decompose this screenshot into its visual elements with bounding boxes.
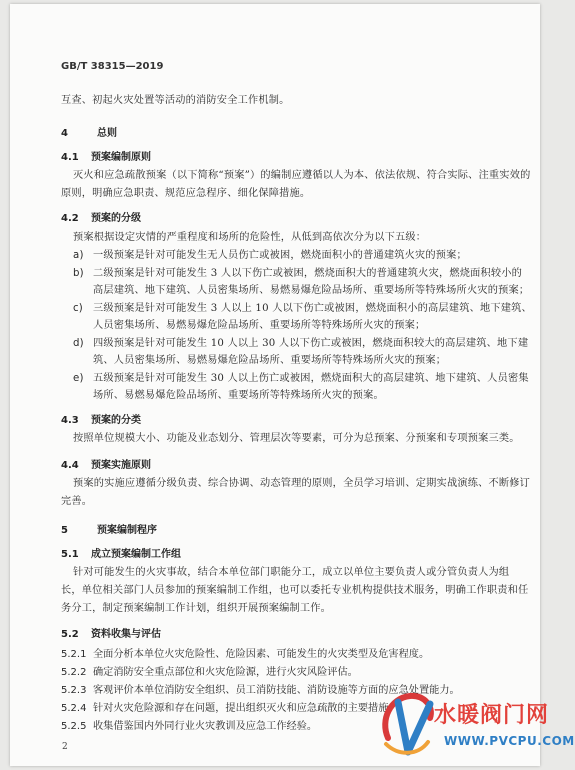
clause-text: 客观评价本单位消防安全组织、员工消防技能、消防设施等方面的应急处置能力。 [93,685,460,696]
paragraph-line: 互查、初起火灾处置等活动的消防安全工作机制。 [61,95,290,106]
section-title: 预案的分级 [91,213,141,224]
clause-number: 5.2.1 [61,649,87,660]
list-marker: b) [73,268,84,279]
section-4-1-heading [61,148,151,163]
section-5-1-heading [61,545,181,560]
clause-text: 针对火灾危险源和存在问题，提出组织灭火和应急疏散的主要措施。 [93,703,399,714]
paragraph-line: 务分工，制定预案编制工作计划，组织开展预案编制工作。 [61,603,332,614]
list-continuation: 人员密集场所、易燃易爆危险品场所、重要场所等特殊场所火灾的预案； [93,320,426,331]
section-title: 预案编制原则 [91,152,151,163]
watermark-url: WWW.PVCPU.COM [444,734,575,748]
section-number: 4 [61,128,68,139]
section-number: 4.2 [61,213,79,224]
clause-number: 5.2.2 [61,667,87,678]
page-number: 2 [62,742,68,752]
section-number: 5.2 [61,629,79,640]
list-item-e [73,372,529,386]
list-continuation: 筑、人员密集场所、易燃易爆危险品场所、重要场所等特殊场所火灾的预案； [93,355,447,366]
standard-header: GB/T 38315—2019 [61,61,164,72]
section-4-2-heading [61,209,141,224]
paragraph-line: 完善。 [61,496,93,507]
site-watermark [378,690,575,768]
paragraph-line: 长，单位相关部门人员参加的预案编制工作组，也可以委托专业机构提供技术服务，明确工作职责和任 [61,585,529,596]
list-item-d [73,337,528,351]
list-text: 一级预案是针对可能发生无人员伤亡或被困，燃烧面积小的普通建筑火灾的预案； [93,250,467,261]
section-4-heading [61,124,117,139]
section-number: 5 [61,525,68,536]
paragraph-line: 灭火和应急疏散预案（以下简称“预案”）的编制应遵循以人为本、依法依规、符合实际、注重实效的 [73,170,531,181]
clause-5-2-2 [61,663,358,678]
list-item-c [73,302,532,316]
clause-number: 5.2.4 [61,703,87,714]
list-item-b [73,267,522,281]
section-title: 成立预案编制工作组 [91,549,181,560]
list-text: 二级预案是针对可能发生 3 人以下伤亡或被困，燃烧面积大的普通建筑火灾，燃烧面积较小的 [93,268,523,279]
section-4-3-heading [61,411,141,426]
list-marker: c) [73,303,83,314]
section-4-4-heading [61,456,151,471]
clause-text: 全面分析本单位火灾危险性、危险因素、可能发生的火灾类型及危害程度。 [93,649,430,660]
section-5-2-heading [61,625,161,640]
clause-text: 收集借鉴国内外同行业火灾教训及应急工作经验。 [93,721,318,732]
section-5-heading [61,521,157,536]
list-continuation: 场所、易燃易爆危险品场所、重要场所等特殊场所火灾的预案。 [93,390,384,401]
paragraph-line: 按照单位规模大小、功能及业态划分、管理层次等要素，可分为总预案、分预案和专项预案三类。 [73,433,520,444]
list-text: 四级预案是针对可能发生 10 人以上 30 人以下伤亡或被困，燃烧面积较大的高层建筑、地下建 [93,338,529,349]
list-marker: a) [73,250,84,261]
section-title: 预案编制程序 [97,525,157,536]
paragraph-line: 原则，明确应急职责、规范应急程序、细化保障措施。 [61,188,311,199]
list-continuation: 高层建筑、地下建筑、人员密集场所、易燃易爆危险品场所、重要场所等特殊场所火灾的预案； [93,285,530,296]
list-text: 三级预案是针对可能发生 3 人以上 10 人以下伤亡或被困，燃烧面积小的高层建筑、地下建筑、 [93,303,532,314]
section-title: 资料收集与评估 [91,629,161,640]
clause-5-2-1 [61,645,429,660]
section-title: 预案实施原则 [91,460,151,471]
clause-5-2-4 [61,699,399,714]
list-marker: d) [73,338,84,349]
section-number: 4.1 [61,152,79,163]
paragraph-line: 预案根据设定灾情的严重程度和场所的危险性，从低到高依次分为以下五级： [73,232,427,243]
watermark-title: 水暖阀门网 [434,703,550,728]
clause-text: 确定消防安全重点部位和火灾危险源，进行火灾风险评估。 [93,667,358,678]
clause-number: 5.2.3 [61,685,87,696]
clause-5-2-5 [61,717,317,732]
paragraph-line: 预案的实施应遵循分级负责、综合协调、动态管理的原则，全员学习培训、定期实战演练、不断修订 [73,478,531,489]
document-page [10,4,540,766]
section-number: 4.4 [61,460,79,471]
clause-number: 5.2.5 [61,721,87,732]
pv-logo-icon [378,690,436,760]
list-text: 五级预案是针对可能发生 30 人以上伤亡或被困，燃烧面积大的高层建筑、地下建筑、人员密集 [93,373,529,384]
section-number: 4.3 [61,415,79,426]
list-marker: e) [73,373,84,384]
section-number: 5.1 [61,549,79,560]
section-title: 总则 [97,128,117,139]
section-title: 预案的分类 [91,415,141,426]
list-item-a [73,249,467,263]
paragraph-line: 针对可能发生的火灾事故，结合本单位部门职能分工，成立以单位主要负责人或分管负责人为组 [73,567,510,578]
